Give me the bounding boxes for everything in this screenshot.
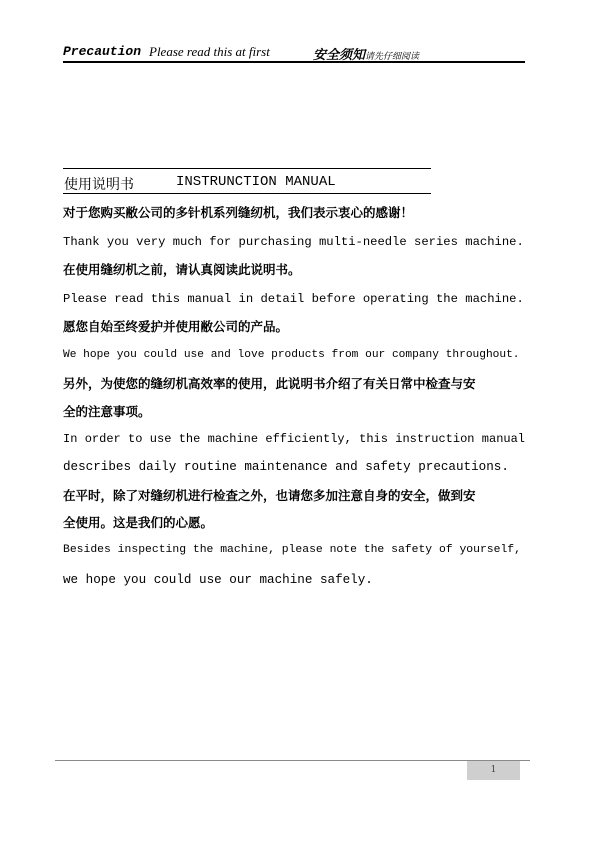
- body-line-cn: 在使用缝纫机之前，请认真阅读此说明书。: [63, 262, 301, 277]
- body-line-cn: 对于您购买敝公司的多针机系列缝纫机，我们表示衷心的感谢！: [63, 205, 414, 220]
- page-number: 1: [467, 761, 520, 780]
- footer-rule: [55, 760, 530, 761]
- body-line-en: Besides inspecting the machine, please note the safety of yourself,: [63, 544, 521, 556]
- body-line-en: In order to use the machine efficiently, this instruction manual: [63, 432, 525, 446]
- body-line-cn: 全的注意事项。: [63, 404, 151, 419]
- section-title-en: INSTRUNCTION MANUAL: [176, 174, 336, 190]
- header-title-cn-sub: 请先仔细阅读: [365, 52, 420, 62]
- body-line-cn: 另外，为使您的缝纫机高效率的使用，此说明书介绍了有关日常中检查与安: [63, 376, 476, 391]
- header-rule: [63, 61, 525, 63]
- body-line-cn: 愿您自始至终爱护并使用敝公司的产品。: [63, 319, 289, 334]
- header-title-en-bold: Precaution: [63, 44, 142, 59]
- section-title-cn: 使用说明书: [64, 177, 134, 193]
- header-title-en: Please read this at first: [149, 44, 270, 59]
- body-line-en: describes daily routine maintenance and safety precautions.: [63, 460, 509, 474]
- section-title: [63, 168, 431, 194]
- body-line-cn: 在平时，除了对缝纫机进行检查之外，也请您多加注意自身的安全，做到安: [63, 488, 476, 503]
- body-line-en: we hope you could use our machine safely.: [63, 573, 373, 587]
- body-line-en: We hope you could use and love products from our company throughout.: [63, 349, 520, 361]
- body-line-en: Please read this manual in detail before operating the machine.: [63, 292, 524, 306]
- body-line-cn: 全使用。这是我们的心愿。: [63, 515, 214, 530]
- page-header: [63, 44, 525, 62]
- body-line-en: Thank you very much for purchasing multi-needle series machine.: [63, 235, 524, 249]
- header-title-cn-main: 安全须知: [313, 48, 366, 63]
